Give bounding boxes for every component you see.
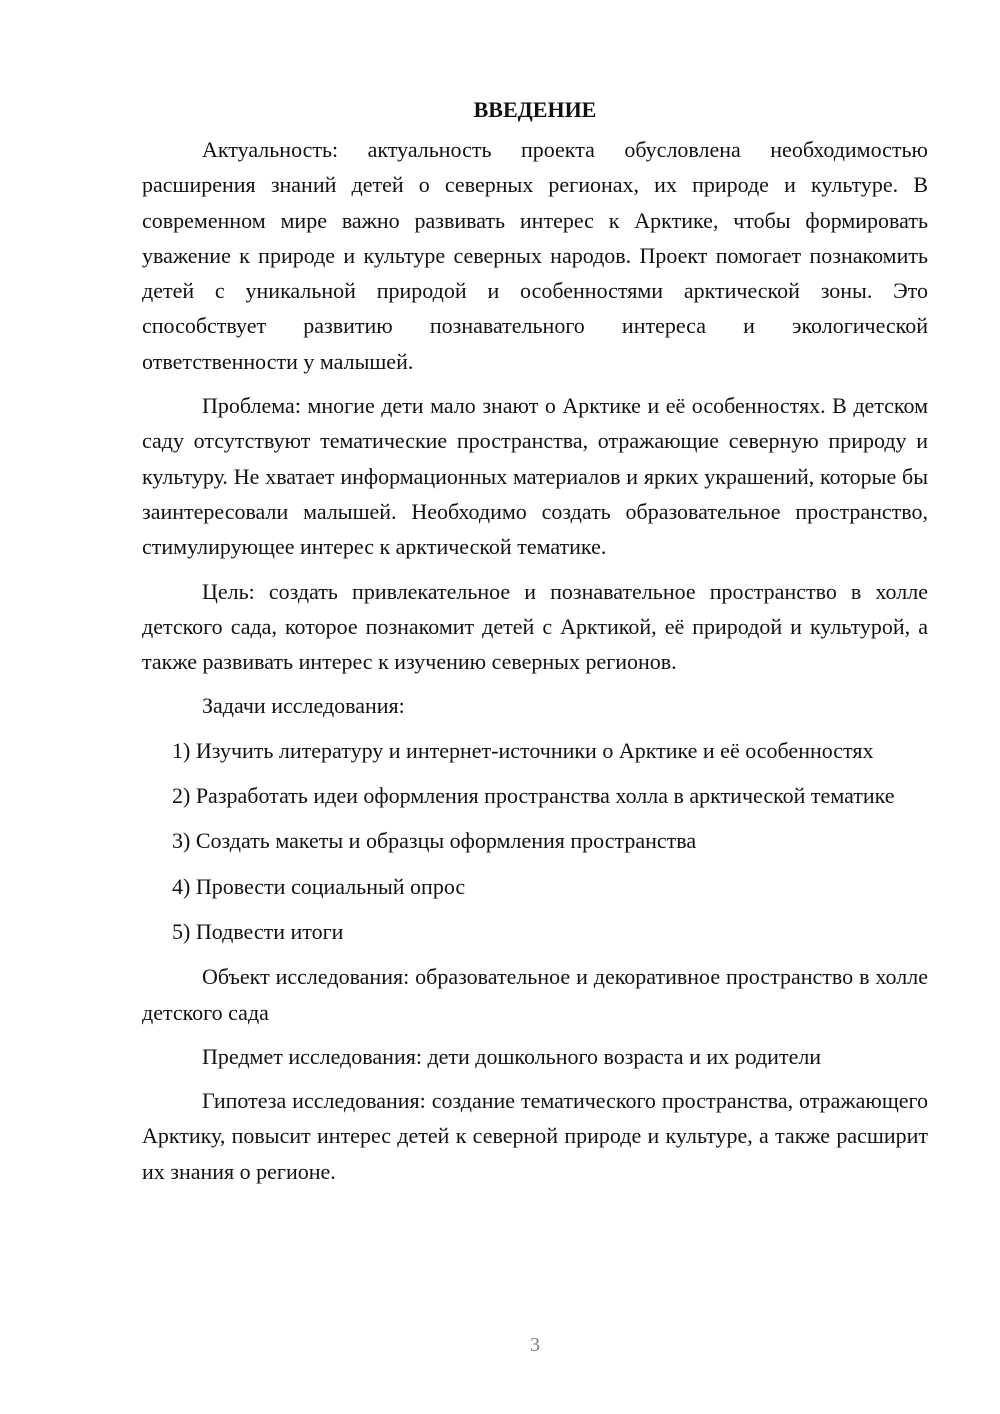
tasks-list [142, 733, 928, 949]
document-page [142, 92, 928, 1198]
object-paragraph: Объект исследования: образовательное и декоративное пространство в холле детского сада [142, 964, 928, 1025]
tasks-heading: Задачи исследования: [202, 693, 405, 719]
task-item-5: 5) Подвести итоги [172, 918, 344, 944]
task-item-2: 2) Разработать идеи оформления пространства холла в арктической тематике [172, 783, 895, 809]
task-item-3: 3) Создать макеты и образцы оформления пространства [172, 828, 697, 854]
task-item-4: 4) Провести социальный опрос [172, 873, 466, 899]
task-item-1: 1) Изучить литературу и интернет-источники о Арктике и её особенностях [172, 737, 874, 763]
goal-paragraph: Цель: создать привлекательное и познавательное пространство в холле детского сада, которое познакомит детей с Арктикой, её природой и культурой, а также развивать интерес к изучению северных регионов. [142, 578, 928, 675]
problem-paragraph: Проблема: многие дети мало знают о Арктике и её особенностях. В детском саду отсутствуют тематические пространства, отражающие северную природу и культуру. Не хватает информационных материалов и ярких украшений, которые бы заинтересовали малышей. Необходимо создать образовательное пространство, стимулирующее интерес к арктической тематике. [142, 393, 928, 560]
relevance-paragraph: Актуальность: актуальность проекта обусловлена необходимостью расширения знаний детей о северных регионах, их природе и культуре. В современном мире важно развивать интерес к Арктике, чтобы формировать уважение к природе и культуре северных народов. Проект помогает познакомить детей с уникальной природой и особенностями арктической зоны. Это способствует развитию познавательного интереса и экологической ответственности у малышей. [142, 137, 928, 374]
section-title: ВВЕДЕНИЕ [473, 97, 597, 122]
hypothesis-paragraph: Гипотеза исследования: создание тематического пространства, отражающего Арктику, повысит интерес детей к северной природе и культуре, а также расширит их знания о регионе. [142, 1088, 928, 1184]
subject-paragraph: Предмет исследования: дети дошкольного возраста и их родители [202, 1043, 822, 1069]
page-number: 3 [530, 1334, 540, 1356]
